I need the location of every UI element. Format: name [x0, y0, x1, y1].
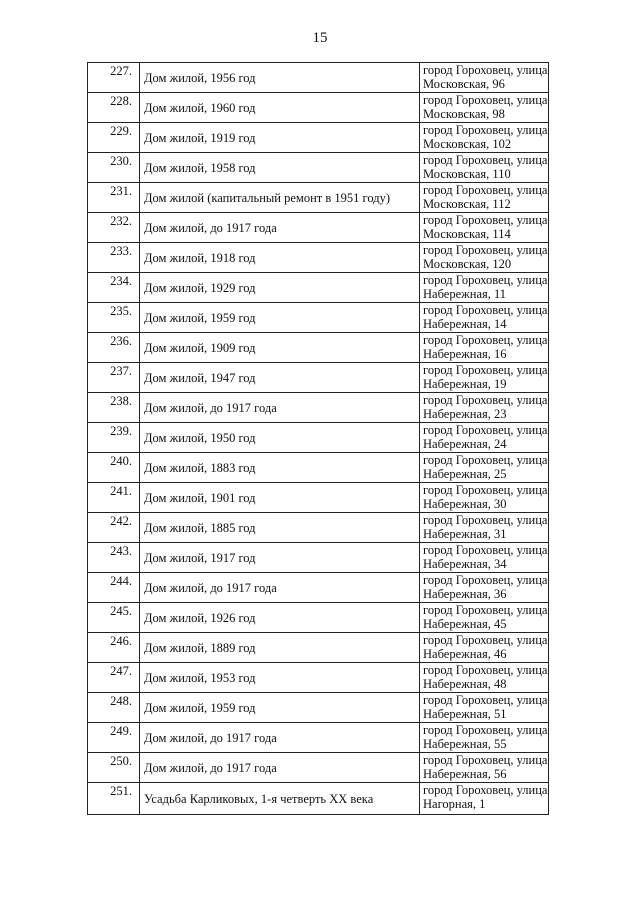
address-line-street: Московская, 98	[423, 107, 505, 121]
table-body	[88, 63, 549, 815]
address-line-city: город Гороховец, улица	[423, 693, 548, 707]
object-name: Дом жилой, до 1917 года	[140, 753, 420, 783]
object-address	[420, 723, 549, 753]
address-line-city: город Гороховец, улица	[423, 363, 548, 377]
table-row	[88, 183, 549, 213]
row-number: 229.	[88, 123, 140, 153]
row-number: 240.	[88, 453, 140, 483]
table-row	[88, 423, 549, 453]
address-line-street: Набережная, 24	[423, 437, 507, 451]
address-line-street: Набережная, 16	[423, 347, 507, 361]
object-address	[420, 243, 549, 273]
address-line-city: город Гороховец, улица	[423, 573, 548, 587]
object-name: Дом жилой, 1885 год	[140, 513, 420, 543]
row-number: 243.	[88, 543, 140, 573]
object-address	[420, 573, 549, 603]
object-name: Дом жилой, 1953 год	[140, 663, 420, 693]
row-number: 231.	[88, 183, 140, 213]
table-row	[88, 483, 549, 513]
address-line-street: Московская, 102	[423, 137, 512, 151]
object-address	[420, 333, 549, 363]
table-row	[88, 363, 549, 393]
address-line-city: город Гороховец, улица	[423, 423, 548, 437]
object-name: Дом жилой, до 1917 года	[140, 573, 420, 603]
object-address	[420, 453, 549, 483]
address-line-city: город Гороховец, улица	[423, 183, 548, 197]
row-number: 250.	[88, 753, 140, 783]
table-row	[88, 153, 549, 183]
row-number: 236.	[88, 333, 140, 363]
row-number: 232.	[88, 213, 140, 243]
row-number: 233.	[88, 243, 140, 273]
object-name: Дом жилой, 1919 год	[140, 123, 420, 153]
address-line-city: город Гороховец, улица	[423, 243, 548, 257]
address-line-city: город Гороховец, улица	[423, 273, 548, 287]
address-line-street: Набережная, 56	[423, 767, 507, 781]
address-line-street: Московская, 114	[423, 227, 511, 241]
object-address	[420, 663, 549, 693]
address-line-city: город Гороховец, улица	[423, 153, 548, 167]
address-line-street: Набережная, 51	[423, 707, 507, 721]
table-row	[88, 123, 549, 153]
table-row	[88, 243, 549, 273]
row-number: 246.	[88, 633, 140, 663]
address-line-city: город Гороховец, улица	[423, 123, 548, 137]
object-address	[420, 273, 549, 303]
object-address	[420, 363, 549, 393]
address-line-street: Набережная, 55	[423, 737, 507, 751]
address-line-city: город Гороховец, улица	[423, 303, 548, 317]
object-name: Дом жилой, 1929 год	[140, 273, 420, 303]
address-line-street: Набережная, 48	[423, 677, 507, 691]
table-row	[88, 753, 549, 783]
row-number: 238.	[88, 393, 140, 423]
address-line-city: город Гороховец, улица	[423, 93, 548, 107]
row-number: 227.	[88, 63, 140, 93]
object-address	[420, 183, 549, 213]
object-name: Дом жилой, 1959 год	[140, 303, 420, 333]
object-address	[420, 483, 549, 513]
object-address	[420, 213, 549, 243]
address-line-street: Набережная, 11	[423, 287, 507, 301]
table-row	[88, 603, 549, 633]
address-line-street: Московская, 96	[423, 77, 505, 91]
address-line-city: город Гороховец, улица	[423, 783, 548, 797]
address-line-street: Набережная, 30	[423, 497, 507, 511]
row-number: 235.	[88, 303, 140, 333]
address-line-city: город Гороховец, улица	[423, 63, 548, 77]
address-line-city: город Гороховец, улица	[423, 663, 548, 677]
address-line-street: Набережная, 34	[423, 557, 507, 571]
row-number: 241.	[88, 483, 140, 513]
row-number: 230.	[88, 153, 140, 183]
heritage-register-table	[87, 62, 549, 815]
object-name: Дом жилой, 1956 год	[140, 63, 420, 93]
table-row	[88, 393, 549, 423]
object-address	[420, 423, 549, 453]
table-row	[88, 633, 549, 663]
row-number: 249.	[88, 723, 140, 753]
table-row	[88, 63, 549, 93]
address-line-city: город Гороховец, улица	[423, 453, 548, 467]
object-name: Дом жилой, 1950 год	[140, 423, 420, 453]
row-number: 239.	[88, 423, 140, 453]
address-line-street: Московская, 110	[423, 167, 511, 181]
address-line-city: город Гороховец, улица	[423, 513, 548, 527]
row-number: 248.	[88, 693, 140, 723]
table-row	[88, 783, 549, 815]
object-name: Дом жилой (капитальный ремонт в 1951 году)	[140, 183, 420, 213]
object-name: Дом жилой, 1889 год	[140, 633, 420, 663]
object-name: Дом жилой, 1958 год	[140, 153, 420, 183]
address-line-city: город Гороховец, улица	[423, 633, 548, 647]
object-name: Дом жилой, 1917 год	[140, 543, 420, 573]
object-address	[420, 123, 549, 153]
table-row	[88, 573, 549, 603]
table-row	[88, 543, 549, 573]
object-name: Дом жилой, 1918 год	[140, 243, 420, 273]
table-row	[88, 303, 549, 333]
address-line-street: Набережная, 36	[423, 587, 507, 601]
object-address	[420, 633, 549, 663]
object-name: Дом жилой, до 1917 года	[140, 393, 420, 423]
row-number: 228.	[88, 93, 140, 123]
object-name: Дом жилой, 1960 год	[140, 93, 420, 123]
table-row	[88, 273, 549, 303]
table-row	[88, 663, 549, 693]
object-address	[420, 93, 549, 123]
object-name: Дом жилой, 1883 год	[140, 453, 420, 483]
address-line-street: Набережная, 46	[423, 647, 507, 661]
row-number: 247.	[88, 663, 140, 693]
row-number: 251.	[88, 783, 140, 815]
address-line-city: город Гороховец, улица	[423, 753, 548, 767]
object-name: Дом жилой, до 1917 года	[140, 723, 420, 753]
object-name: Дом жилой, 1947 год	[140, 363, 420, 393]
address-line-city: город Гороховец, улица	[423, 333, 548, 347]
object-address	[420, 603, 549, 633]
object-address	[420, 753, 549, 783]
row-number: 242.	[88, 513, 140, 543]
object-name: Дом жилой, 1926 год	[140, 603, 420, 633]
object-name: Дом жилой, до 1917 года	[140, 213, 420, 243]
object-name: Усадьба Карликовых, 1-я четверть XX века	[140, 783, 420, 815]
address-line-street: Нагорная, 1	[423, 797, 486, 811]
table-row	[88, 453, 549, 483]
address-line-city: город Гороховец, улица	[423, 393, 548, 407]
address-line-street: Набережная, 23	[423, 407, 507, 421]
object-address	[420, 303, 549, 333]
object-name: Дом жилой, 1901 год	[140, 483, 420, 513]
address-line-city: город Гороховец, улица	[423, 483, 548, 497]
address-line-city: город Гороховец, улица	[423, 543, 548, 557]
row-number: 237.	[88, 363, 140, 393]
object-address	[420, 783, 549, 815]
object-address	[420, 393, 549, 423]
address-line-street: Набережная, 19	[423, 377, 507, 391]
object-address	[420, 543, 549, 573]
object-address	[420, 693, 549, 723]
table-row	[88, 723, 549, 753]
table-row	[88, 333, 549, 363]
object-address	[420, 63, 549, 93]
address-line-street: Московская, 120	[423, 257, 512, 271]
address-line-street: Московская, 112	[423, 197, 511, 211]
row-number: 234.	[88, 273, 140, 303]
page-number: 15	[312, 30, 328, 46]
address-line-street: Набережная, 25	[423, 467, 507, 481]
address-line-street: Набережная, 14	[423, 317, 507, 331]
table-row	[88, 213, 549, 243]
row-number: 244.	[88, 573, 140, 603]
object-address	[420, 153, 549, 183]
table-row	[88, 693, 549, 723]
object-name: Дом жилой, 1909 год	[140, 333, 420, 363]
table-row	[88, 513, 549, 543]
address-line-city: город Гороховец, улица	[423, 603, 548, 617]
object-name: Дом жилой, 1959 год	[140, 693, 420, 723]
table-row	[88, 93, 549, 123]
address-line-street: Набережная, 31	[423, 527, 507, 541]
address-line-city: город Гороховец, улица	[423, 723, 548, 737]
address-line-city: город Гороховец, улица	[423, 213, 548, 227]
object-address	[420, 513, 549, 543]
address-line-street: Набережная, 45	[423, 617, 507, 631]
row-number: 245.	[88, 603, 140, 633]
